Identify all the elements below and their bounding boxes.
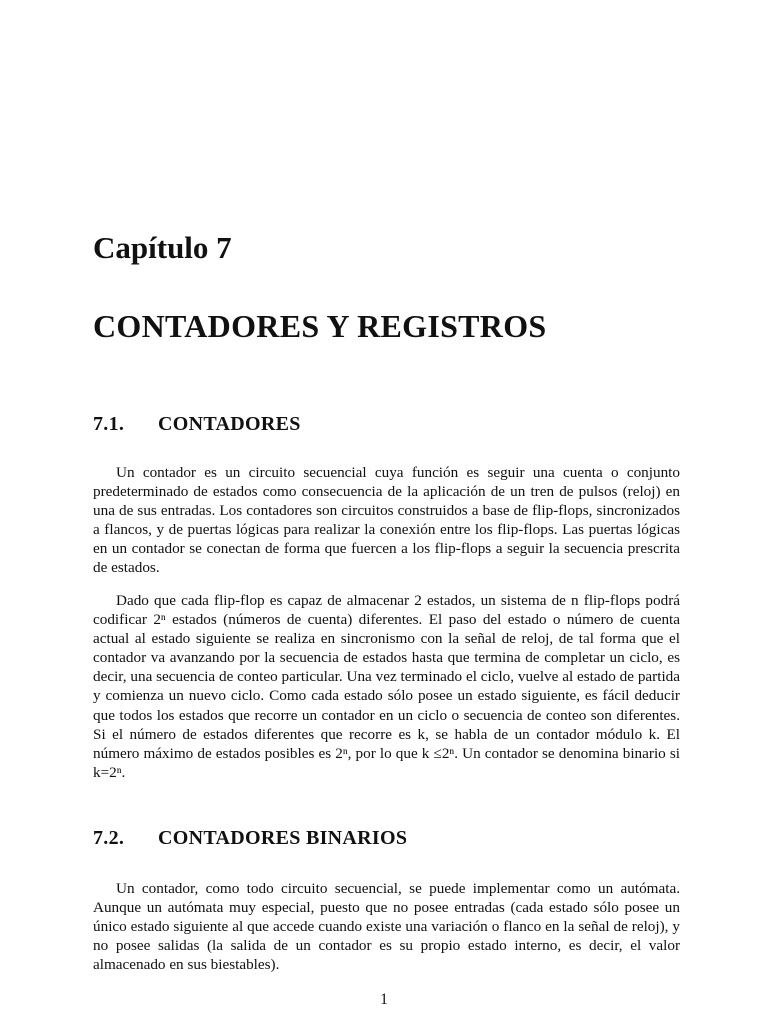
section-title: CONTADORES BINARIOS xyxy=(158,827,408,849)
section-heading-7-2 xyxy=(93,825,407,851)
page-number: 1 xyxy=(380,991,388,1008)
section-number: 7.1. xyxy=(93,413,125,435)
chapter-label: Capítulo 7 xyxy=(93,230,232,265)
section-number: 7.2. xyxy=(93,827,125,849)
chapter-title: CONTADORES Y REGISTROS xyxy=(93,308,547,344)
section-heading-7-1 xyxy=(93,411,301,437)
section-title: CONTADORES xyxy=(158,413,301,435)
paragraph: Dado que cada flip-flop es capaz de almacenar 2 estados, un sistema de n flip-flops podrá codificar 2ⁿ estados (números de cuenta) diferentes. El paso del estado o número de cuenta actual al estado siguiente se realiza en sincronismo con la señal de reloj, de tal forma que el contador va avanzando por la secuencia de estados hasta que termina de completar un ciclo, es decir, una secuencia de conteo particular. Una vez terminado el ciclo, vuelve al estado de partida y comienza un nuevo ciclo. Como cada estado sólo posee un estado siguiente, es fácil deducir que todos los estados que recorre un contador en un ciclo o secuencia de conteo son diferentes. Si el número de estados diferentes que recorre es k, se habla de un contador módulo k. El número máximo de estados posibles es 2ⁿ, por lo que k ≤2ⁿ. Un contador se denomina binario si k=2ⁿ. xyxy=(93,592,680,781)
paragraph: Un contador, como todo circuito secuencial, se puede implementar como un autómata. Aunque un autómata muy especial, puesto que no posee entradas (cada estado sólo posee un único estado siguiente al que accede cuando existe una variación o flanco en la señal de reloj), y no posee salidas (la salida de un contador es su propio estado interno, es decir, el valor almacenado en sus biestables). xyxy=(93,880,680,974)
paragraph: Un contador es un circuito secuencial cuya función es seguir una cuenta o conjunto predeterminado de estados como consecuencia de la aplicación de un tren de pulsos (reloj) en una de sus entradas. Los contadores son circuitos construidos a base de flip-flops, sincronizados a flancos, y de puertas lógicas para realizar la conexión entre los flip-flops. Las puertas lógicas en un contador se conectan de forma que fuercen a los flip-flops a seguir la secuencia prescrita de estados. xyxy=(93,464,680,577)
